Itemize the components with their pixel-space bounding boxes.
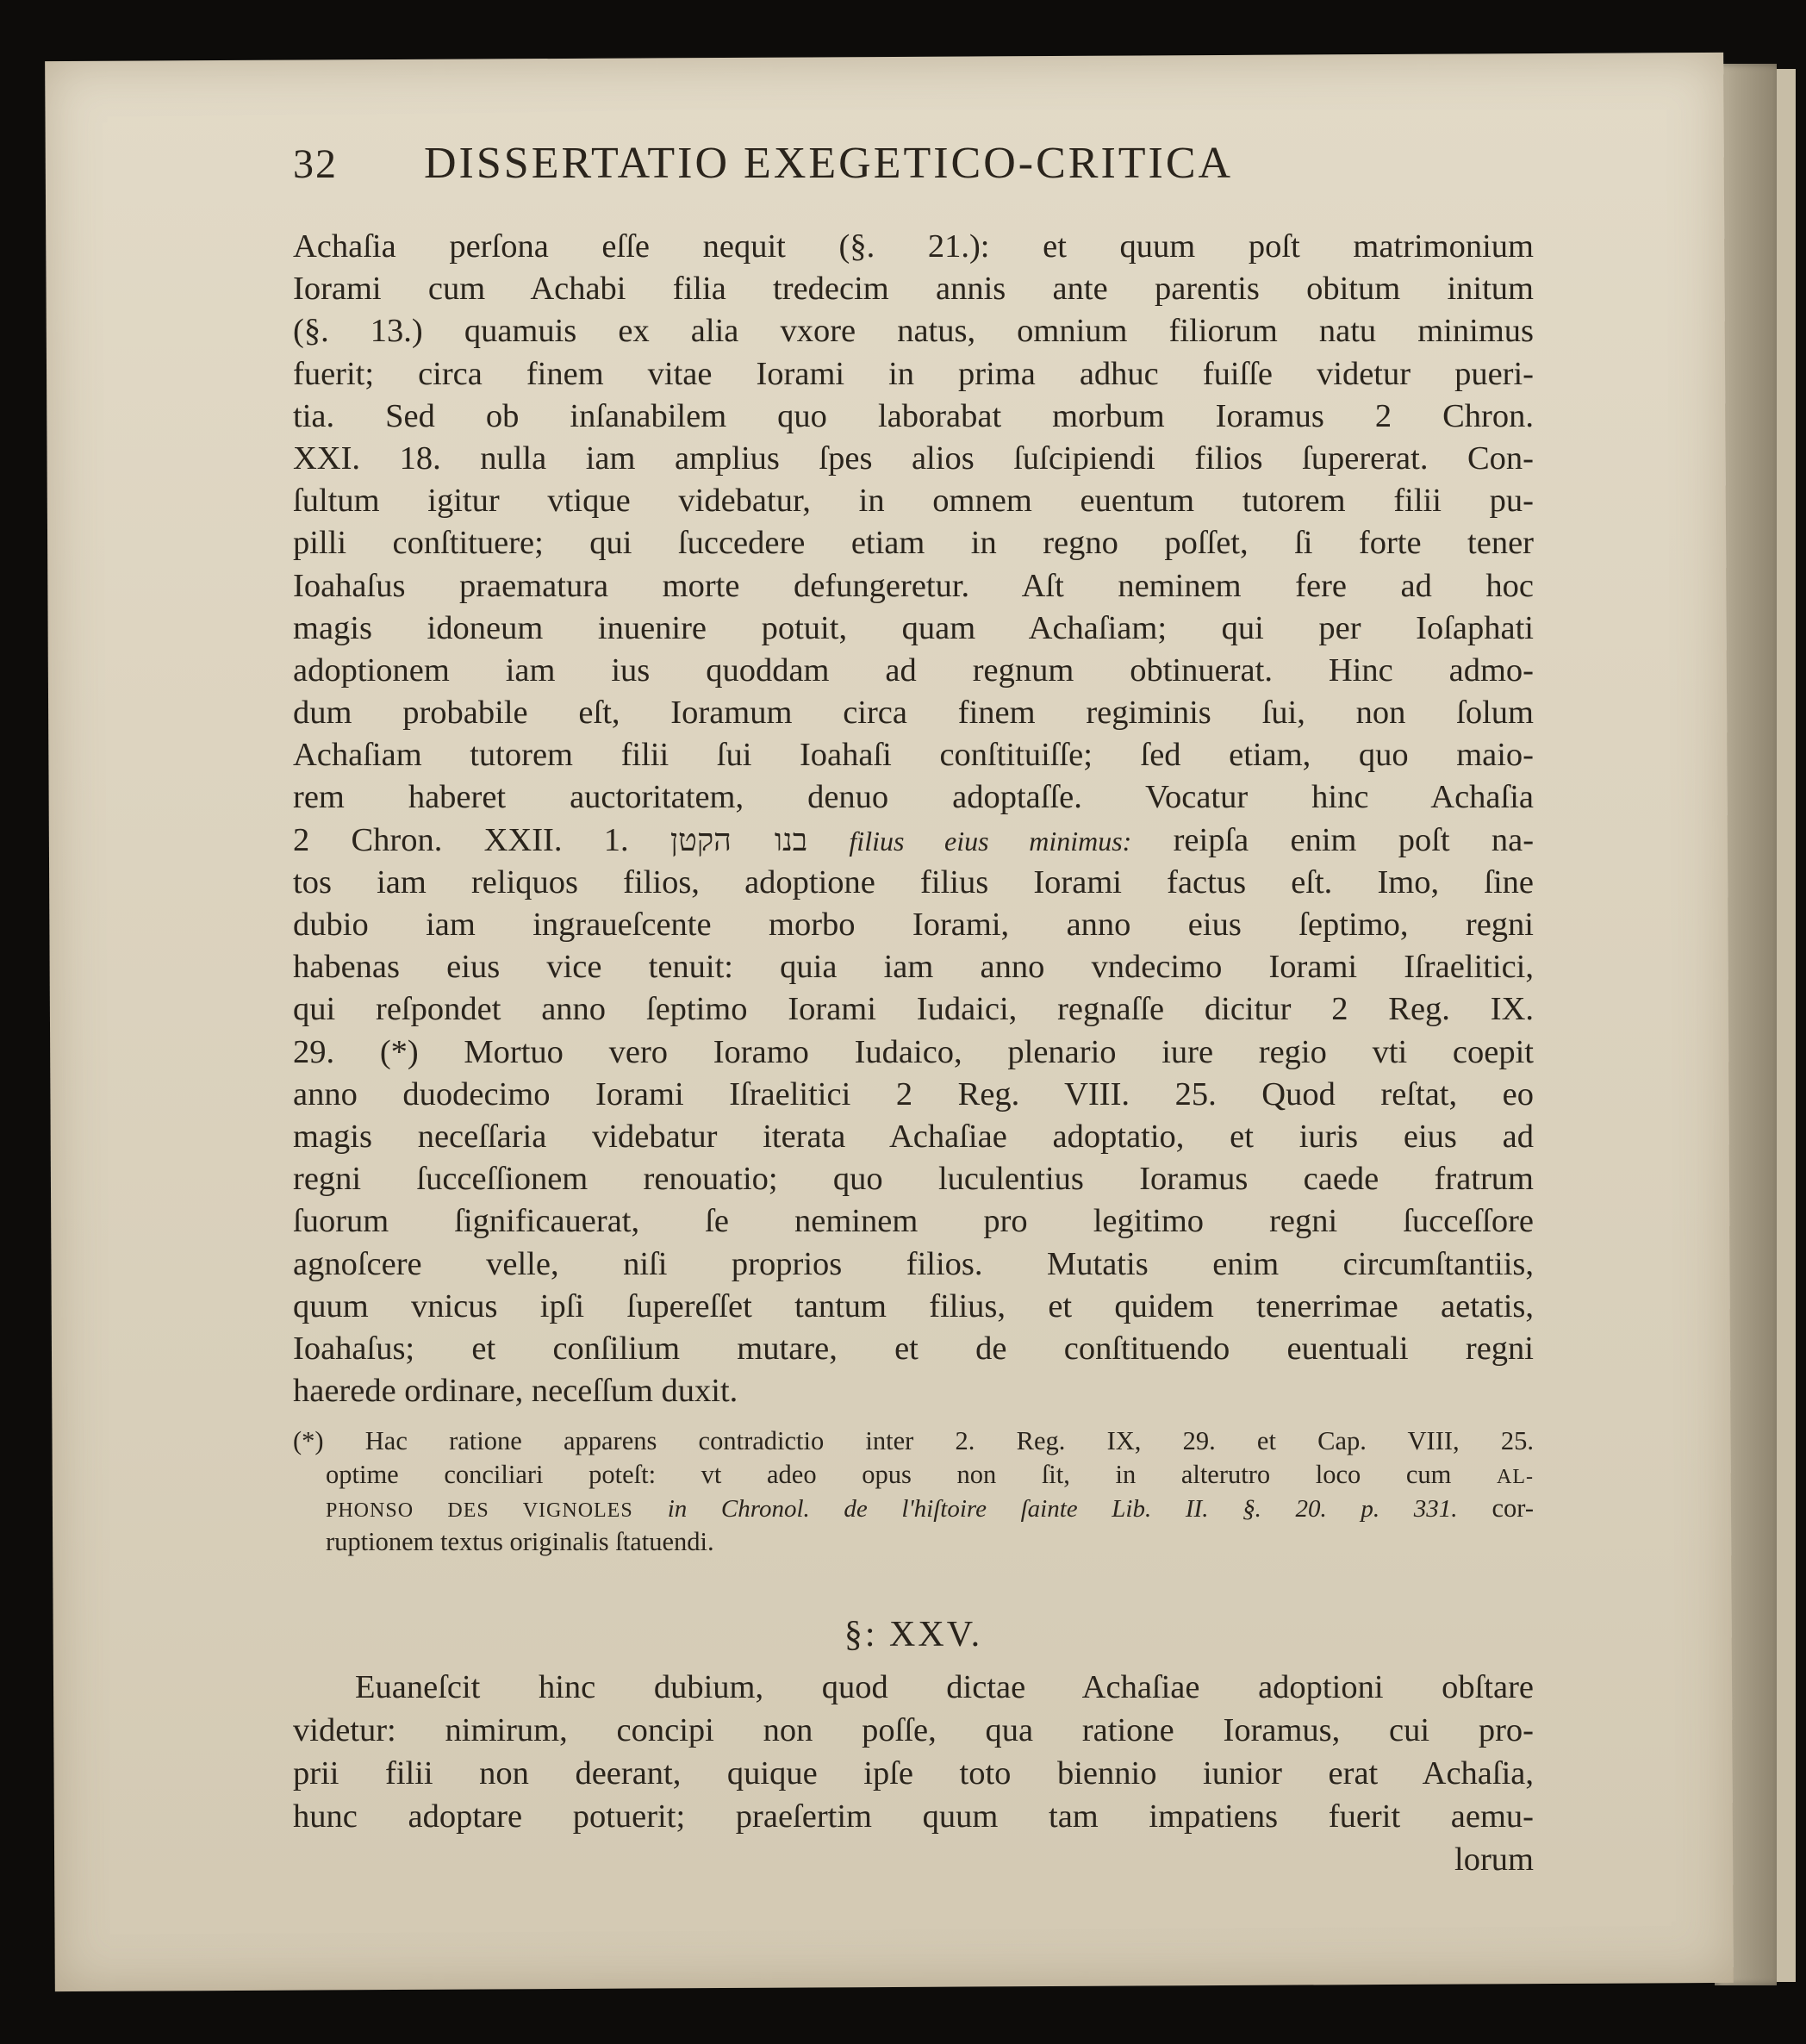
text-line: dum probabile eſt, Ioramum circa finem regiminis ſui, non ſolum: [293, 695, 1534, 732]
text-line: habenas eius vice tenuit: quia iam anno vndecimo Iorami Iſraelitici,: [293, 949, 1534, 986]
hebrew-quote: בנו הקטן: [669, 822, 808, 858]
text-line: qui reſpondet anno ſeptimo Iorami Iudaici, regnaſſe dicitur 2 Reg. IX.: [293, 991, 1534, 1028]
section-paragraph: [293, 1666, 1534, 1881]
section-heading: §: XXV.: [844, 1615, 983, 1655]
text-line: tia. Sed ob inſanabilem quo laborabat morbum Ioramus 2 Chron.: [293, 397, 1534, 434]
text-line: (§. 13.) quamuis ex alia vxore natus, omnium filiorum natu minimus: [293, 313, 1534, 350]
text-line: ſuorum ſignificauerat, ſe neminem pro legitimo regni ſucceſſore: [293, 1203, 1534, 1240]
text-line: adoptionem iam ius quoddam ad regnum obtinuerat. Hinc admo-: [293, 651, 1534, 689]
running-title: DISSERTATIO EXEGETICO-CRITICA: [424, 139, 1234, 188]
text-line: hunc adoptare potuerit; praeſertim quum tam impatiens fuerit aemu-: [293, 1798, 1534, 1835]
text-line: fuerit; circa finem vitae Iorami in prima adhuc fuiſſe videtur pueri-: [293, 355, 1534, 392]
footnote-line: [326, 1492, 1534, 1525]
text-line: videtur: nimirum, concipi non poſſe, qua ratione Ioramus, cui pro-: [293, 1712, 1534, 1749]
text-line: Ioahaſus praematura morte defungeretur. Aſt neminem fere ad hoc: [293, 567, 1534, 604]
text-line: ſultum igitur vtique videbatur, in omnem euentum tutorem filii pu-: [293, 483, 1534, 520]
footnote-work-title: in Chronol. de l'hiſtoire ſainte Lib. II. §. 20. p. 331.: [667, 1495, 1458, 1524]
latin-gloss: filius eius minimus:: [849, 825, 1132, 857]
hebrew-citation-line: [293, 819, 1534, 862]
page-number: 32: [293, 141, 338, 187]
text-line: Achaſiam tutorem filii ſui Ioahaſi conſtituiſſe; ſed etiam, quo maio-: [293, 737, 1534, 774]
text-line: prii filii non deerant, quique ipſe toto biennio iunior erat Achaſia,: [293, 1755, 1534, 1792]
text-line: dubio iam ingraueſcente morbo Iorami, anno eius ſeptimo, regni: [293, 907, 1534, 943]
paragraph-last-line: haerede ordinare, neceſſum duxit.: [293, 1373, 738, 1410]
text-line: regni ſucceſſionem renouatio; quo luculentius Ioramus caede fratrum: [293, 1161, 1534, 1198]
text-line: agnoſcere velle, niſi proprios filios. Mutatis enim circumſtantiis,: [293, 1245, 1534, 1282]
page-content: [293, 138, 1534, 1881]
catchword: lorum: [1454, 1841, 1534, 1879]
text-line: Achaſia perſona eſſe nequit (§. 21.): et quum poſt matrimonium: [293, 228, 1534, 265]
citation-continuation: reipſa enim poſt na-: [1173, 821, 1535, 858]
text-line: anno duodecimo Iorami Iſraelitici 2 Reg. VIII. 25. Quod reſtat, eo: [293, 1075, 1534, 1112]
text-line: magis idoneum inuenire potuit, quam Achaſiam; qui per Ioſaphati: [293, 609, 1534, 646]
text-line: Euaneſcit hinc dubium, quod dictae Achaſiae adoptioni obſtare: [355, 1669, 1534, 1706]
page-stack-edge: [1777, 69, 1796, 1982]
footnote-line: (*) Hac ratione apparens contradictio inter 2. Reg. IX, 29. et Cap. VIII, 25.: [293, 1426, 1534, 1456]
text-line: 29. (*) Mortuo vero Ioramo Iudaico, plenario iure regio vti coepit: [293, 1033, 1534, 1070]
footnote-line: [326, 1458, 1534, 1492]
footnote-line: ruptionem textus originalis ſtatuendi.: [326, 1527, 714, 1557]
footnote-author-smallcaps: PHONSO DES VIGNOLES: [326, 1499, 633, 1523]
text-line: Ioahaſus; et conſilium mutare, et de conſtituendo euentuali regni: [293, 1330, 1534, 1367]
text-line: Iorami cum Achabi filia tredecim annis ante parentis obitum initum: [293, 271, 1534, 308]
text-line: rem haberet auctoritatem, denuo adoptaſſe. Vocatur hinc Achaſia: [293, 779, 1534, 816]
main-paragraph: [293, 226, 1534, 1412]
footnote: [293, 1424, 1534, 1559]
footnote-text: optime conciliari poteſt: vt adeo opus non ſit, in alterutro loco cum: [326, 1460, 1452, 1490]
citation-reference: 2 Chron. XXII. 1.: [293, 821, 629, 858]
footnote-text: cor-: [1492, 1493, 1535, 1524]
text-line: tos iam reliquos filios, adoptione filius Iorami factus eſt. Imo, ſine: [293, 863, 1534, 900]
text-line: magis neceſſaria videbatur iterata Achaſiae adoptatio, et iuris eius ad: [293, 1118, 1534, 1155]
footnote-author-smallcaps: AL-: [1497, 1466, 1535, 1489]
text-line: quum vnicus ipſi ſupereſſet tantum filius, et quidem tenerrimae aetatis,: [293, 1287, 1534, 1324]
text-line: pilli conſtituere; qui ſuccedere etiam in regno poſſet, ſi forte tener: [293, 525, 1534, 562]
text-line: XXI. 18. nulla iam amplius ſpes alios ſuſcipiendi filios ſupererat. Con-: [293, 439, 1534, 477]
running-head: [293, 138, 1534, 215]
